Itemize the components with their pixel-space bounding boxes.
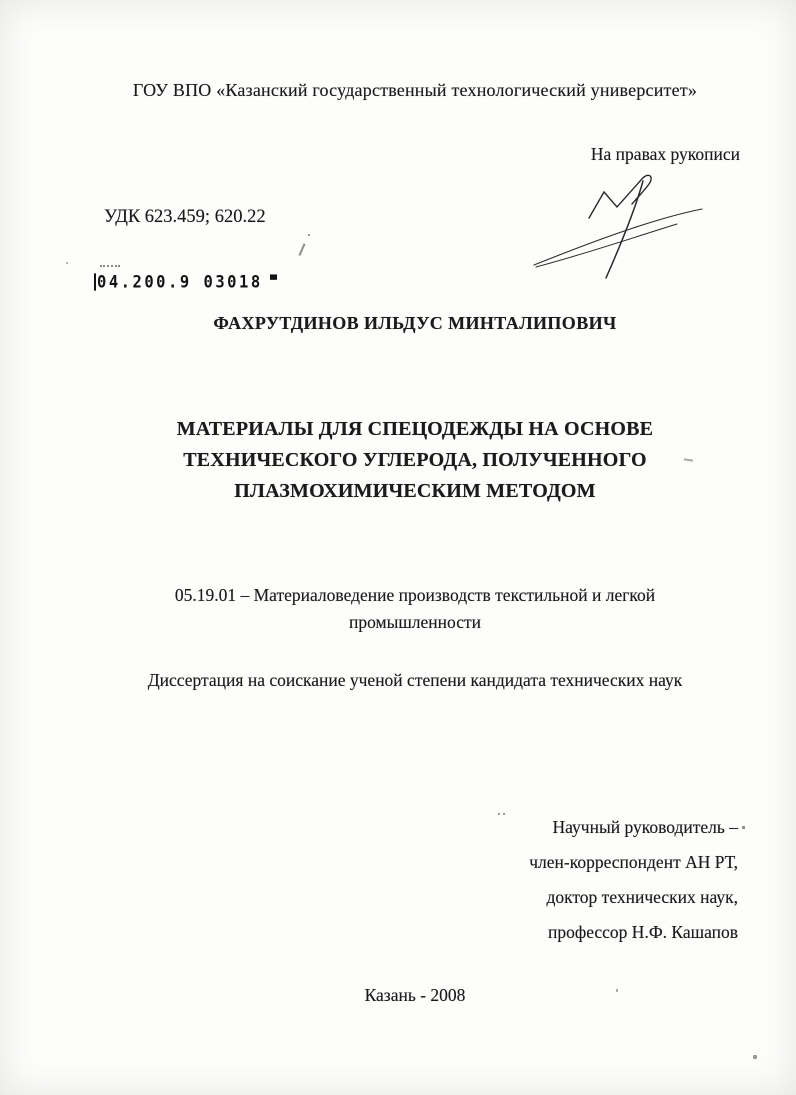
title-line-1: МАТЕРИАЛЫ ДЛЯ СПЕЦОДЕЖДЫ НА ОСНОВЕ: [176, 418, 654, 440]
specialty-code: [34, 582, 796, 636]
scan-artifact-quote-marks: [498, 813, 505, 815]
thesis-description: Диссертация на соискание ученой степени кандидата технических наук: [147, 670, 683, 690]
stamp-streak-artifact: [94, 273, 96, 290]
signature-icon: [527, 166, 709, 286]
scan-artifact-dot: [308, 234, 310, 236]
supervisor-line-4: профессор Н.Ф. Кашапов: [547, 922, 738, 942]
supervisor-block: [529, 810, 738, 950]
supervisor-line-3: доктор технических наук,: [546, 887, 738, 907]
scan-artifact-speck-corner: [753, 1055, 757, 1059]
manuscript-rights-note: На правах рукописи: [590, 144, 740, 164]
udc-classification: УДК 623.459; 620.22: [104, 207, 266, 227]
stamp-end-mark: [270, 274, 277, 279]
specialty-line-1: 05.19.01 – Материаловедение производств текстильной и легкой: [174, 585, 656, 605]
stamp-code: 04.200.9 03018: [97, 272, 263, 292]
author-name: ФАХРУТДИНОВ ИЛЬДУС МИНТАЛИПОВИЧ: [213, 313, 617, 333]
scan-artifact-slash: [298, 243, 305, 255]
scan-artifact-speck-left: [66, 262, 68, 264]
title-line-2: ТЕХНИЧЕСКОГО УГЛЕРОДА, ПОЛУЧЕННОГО: [183, 449, 647, 471]
dissertation-title: [34, 414, 796, 507]
university-name: ГОУ ВПО «Казанский государственный технологический университет»: [132, 80, 698, 100]
supervisor-line-2: член-корреспондент АН РТ,: [529, 852, 738, 872]
title-line-3: ПЛАЗМОХИМИЧЕСКИМ МЕТОДОМ: [234, 480, 596, 502]
city-year: Казань - 2008: [364, 985, 466, 1005]
handwritten-signature: [527, 166, 709, 286]
scan-artifact-supervisor-dot: [742, 826, 745, 829]
library-stamp: [97, 272, 277, 291]
supervisor-line-1: Научный руководитель –: [552, 817, 738, 837]
scan-artifact-dashes: [100, 265, 120, 267]
specialty-line-2: промышленности: [348, 612, 482, 632]
